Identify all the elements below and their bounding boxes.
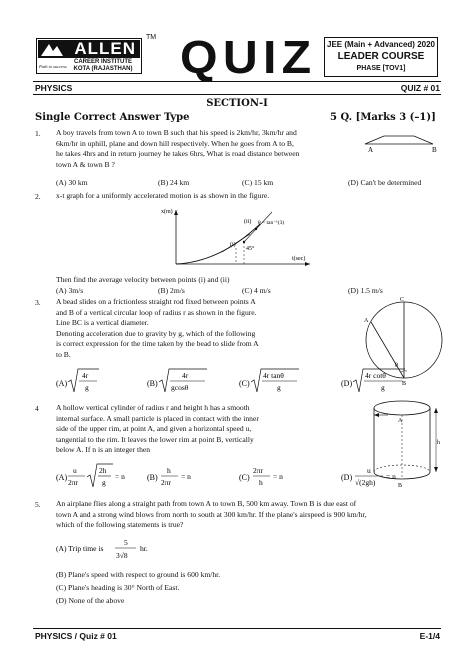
q1-line: 6km/hr in uphill, plane and down hill respectively. When he goes from A to B, — [56, 138, 294, 148]
section-marks: 5 Q. [Marks 3 (–1)] — [330, 112, 436, 123]
q4-opt-a-n1: u — [73, 466, 77, 475]
q3-number: 3. — [35, 298, 41, 307]
q3-opt-a-num: 4r — [82, 371, 89, 380]
q1-number: 1. — [35, 129, 41, 138]
q2-label-ii: (ii) — [244, 219, 252, 225]
q3-option-a[interactable] — [56, 369, 99, 392]
section-title: SECTION-I — [206, 98, 268, 109]
q5-opt-a-num: 5 — [124, 538, 128, 547]
footer-page: E-1/4 — [419, 631, 440, 641]
q4-opt-c-d1: h — [259, 478, 263, 487]
q4-opt-d-label: (D) — [341, 473, 353, 482]
q4-option-c[interactable] — [239, 466, 283, 487]
q5-opt-a-den: 3√8 — [116, 551, 128, 560]
q1-line: town A & town B ? — [56, 159, 115, 169]
q3-option-b[interactable] — [147, 369, 207, 392]
q5-line: town A and a strong wind blows from north to south at 300 km/hr. If the plane's airspeed is 900 km/hr, — [56, 509, 367, 519]
q3-option-d[interactable] — [341, 369, 405, 392]
q1-line: he takes 4hrs and in return journey he takes 6hrs, What is road distance between — [56, 149, 300, 159]
q5-line: An airplane flies along a straight path from town A to town B, 500 km away. Town B is due east of — [56, 499, 357, 508]
logo-location: KOTA (RAJASTHAN) — [73, 66, 133, 72]
q5-opt-a-suffix: hr. — [140, 544, 148, 553]
q3-opt-d-num: 4r cotθ — [365, 371, 386, 380]
q1-option-d[interactable]: (D) Can't be determined — [348, 178, 422, 187]
q2-option-c[interactable]: (C) 4 m/s — [242, 286, 271, 295]
logo-emblem-icon — [39, 42, 65, 58]
q3-text — [56, 297, 366, 361]
q1-option-b[interactable]: (B) 24 km — [158, 178, 190, 187]
q4-opt-b-d1: 2πr — [161, 478, 172, 487]
q4-opt-d-eq: = n — [386, 472, 396, 481]
q3-opt-c-num: 4r tanθ — [263, 371, 284, 380]
q4-line: side of the upper rim, at point A, and given a horizontal speed u, — [56, 424, 252, 434]
q3-opt-b-num: 4r — [182, 371, 189, 380]
q3-opt-a-label: (A) — [56, 379, 68, 388]
course-phase: PHASE [TOV1] — [356, 65, 406, 72]
q2-angle-theta: θ = tan⁻¹(3) — [258, 220, 285, 226]
q2-xlabel: t(sec) — [292, 256, 306, 262]
q4-opt-a-n2: 2h — [99, 466, 107, 475]
q4-text — [56, 403, 366, 456]
trademark: TM — [146, 34, 157, 41]
q3-line: to B. — [56, 349, 71, 359]
q4-opt-c-n1: 2πr — [253, 466, 264, 475]
q5-option-a[interactable] — [56, 536, 216, 564]
q1-label-a: A — [368, 146, 374, 154]
q4-option-a[interactable] — [56, 464, 125, 487]
q1-label-b: B — [432, 146, 437, 154]
section-type: Single Correct Answer Type — [35, 112, 190, 123]
q5-line: which of the following statements is true? — [56, 520, 184, 530]
course-box — [324, 37, 438, 77]
q1-hill-figure — [362, 134, 444, 154]
q2-xt-graph — [160, 204, 320, 272]
footer-divider — [33, 628, 441, 629]
logo-text: ALLEN — [38, 40, 140, 58]
q3-opt-c-den: g — [277, 383, 281, 392]
logo-subtitle: CAREER INSTITUTE — [73, 59, 132, 65]
page-title: QUIZ — [180, 31, 317, 83]
q1-option-a[interactable]: (A) 30 km — [56, 178, 88, 187]
course-name: LEADER COURSE — [337, 51, 425, 62]
q2-question: Then find the average velocity between points (i) and (ii) — [56, 275, 230, 284]
q3-line: Denoting acceleration due to gravity by g, which of the following — [56, 328, 256, 338]
q4-line: internal surface. A small particle is placed in contact with the inner — [56, 413, 259, 423]
q4-opt-d-d1: √(2gh) — [355, 478, 376, 487]
q3-opt-c-label: (C) — [239, 379, 250, 388]
q4-options — [35, 462, 435, 492]
q3-opt-d-label: (D) — [341, 379, 353, 388]
q4-opt-a-eq: = n — [115, 472, 125, 481]
q2-label-i: (i) — [230, 242, 236, 248]
q3-option-c[interactable] — [239, 369, 299, 392]
q4-opt-a-d2: g — [102, 478, 106, 487]
q5-number: 5. — [35, 500, 41, 509]
q4-opt-a-label: (A) — [56, 473, 68, 482]
q3-line: is correct expression for the time taken by the bead to slide from A — [56, 339, 259, 349]
q4-opt-a-d1: 2πr — [68, 478, 79, 487]
q3-opt-d-den: g — [381, 383, 385, 392]
q1-line: A boy travels from town A to town B such that his speed is 2km/hr, 3km/hr and — [56, 128, 297, 137]
q3-label-a: A — [364, 318, 369, 324]
q2-angle-45: 45° — [246, 246, 255, 252]
footer-left: PHYSICS / Quiz # 01 — [35, 631, 117, 641]
q4-label-b: B — [398, 483, 403, 488]
q4-opt-b-eq: = n — [181, 472, 191, 481]
subheader-divider — [33, 94, 441, 95]
q5-opt-a-prefix: (A) Trip time is — [56, 544, 104, 553]
q4-line: below A. If n is an integer then — [56, 445, 151, 455]
q1-option-c[interactable]: (C) 15 km — [242, 178, 274, 187]
q2-option-d[interactable]: (D) 1.5 m/s — [348, 286, 383, 295]
q5-text — [56, 499, 440, 531]
q4-opt-b-n1: h — [167, 466, 171, 475]
q3-label-c: C — [400, 297, 405, 303]
q3-opt-b-label: (B) — [147, 379, 158, 388]
q5-option-c[interactable]: (C) Plane's heading is 30° North of East. — [56, 583, 180, 592]
q5-option-d[interactable]: (D) None of the above — [56, 596, 125, 605]
logo-tagline: Path to success — [39, 64, 67, 69]
q3-line: A bead slides on a frictionless straight rod fixed between points A — [56, 297, 256, 306]
subject-label: PHYSICS — [35, 83, 73, 93]
q3-label-theta: θ — [395, 363, 398, 369]
q4-line: A hollow vertical cylinder of radius r and height h has a smooth — [56, 403, 250, 412]
q4-number: 4 — [35, 404, 39, 413]
q4-line: tangential to the rim. It leaves the lower rim at point B, vertically — [56, 434, 254, 444]
course-exam: JEE (Main + Advanced) 2020 — [327, 40, 435, 49]
q2-ylabel: x(m) — [161, 209, 173, 215]
q4-opt-c-label: (C) — [239, 473, 250, 482]
q4-opt-d-n1: u — [367, 466, 371, 475]
header-divider — [33, 81, 441, 82]
q4-opt-c-eq: = n — [273, 472, 283, 481]
quiz-number: QUIZ # 01 — [400, 83, 440, 93]
q3-opt-b-den: gcosθ — [171, 383, 189, 392]
q2-number: 2. — [35, 192, 41, 201]
q1-text — [56, 128, 366, 170]
q3-line: Line BC is a vertical diameter. — [56, 318, 149, 328]
allen-logo — [36, 38, 142, 74]
q5-option-b[interactable]: (B) Plane's speed with respect to ground is 600 km/hr. — [56, 570, 221, 579]
q3-options — [35, 366, 435, 396]
q4-option-b[interactable] — [147, 466, 191, 487]
q4-label-h: h — [437, 440, 440, 446]
q4-opt-b-label: (B) — [147, 473, 158, 482]
q3-opt-a-den: g — [85, 383, 89, 392]
q3-line: and B of a vertical circular loop of radius r as shown in the figure. — [56, 307, 257, 317]
q2-option-a[interactable]: (A) 3m/s — [56, 286, 84, 295]
q4-label-a: A — [398, 418, 403, 424]
q3-label-b: B — [402, 381, 407, 386]
q4-option-d[interactable] — [341, 466, 396, 487]
q2-text: x-t graph for a uniformly accelerated motion is as shown in the figure. — [56, 191, 270, 200]
q2-option-b[interactable]: (B) 2m/s — [158, 286, 185, 295]
